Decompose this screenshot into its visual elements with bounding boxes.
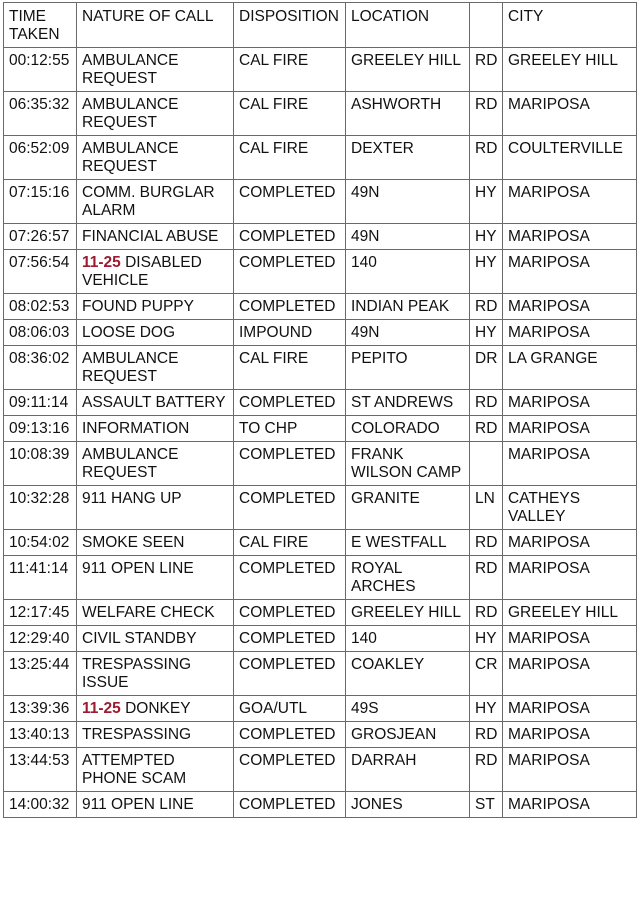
- table-row: [4, 250, 637, 294]
- cell-location: FRANK WILSON CAMP: [346, 442, 470, 486]
- cell-disposition: COMPLETED: [234, 626, 346, 652]
- cell-road-type: RD: [470, 722, 503, 748]
- cell-time: 10:32:28: [4, 486, 77, 530]
- cell-location: GREELEY HILL: [346, 600, 470, 626]
- cell-road-type: RD: [470, 748, 503, 792]
- cell-disposition: COMPLETED: [234, 748, 346, 792]
- cell-city: MARIPOSA: [503, 180, 637, 224]
- table-row: [4, 486, 637, 530]
- cell-disposition: COMPLETED: [234, 250, 346, 294]
- cell-road-type: RD: [470, 92, 503, 136]
- table-row: [4, 390, 637, 416]
- cell-location: ST ANDREWS: [346, 390, 470, 416]
- cell-time: 08:36:02: [4, 346, 77, 390]
- cell-city: GREELEY HILL: [503, 48, 637, 92]
- cell-nature: AMBULANCE REQUEST: [77, 48, 234, 92]
- call-log-table: [3, 2, 637, 818]
- cell-location: INDIAN PEAK: [346, 294, 470, 320]
- cell-time: 07:56:54: [4, 250, 77, 294]
- cell-nature: TRESPASSING: [77, 722, 234, 748]
- cell-city: MARIPOSA: [503, 530, 637, 556]
- cell-disposition: COMPLETED: [234, 792, 346, 818]
- cell-disposition: GOA/UTL: [234, 696, 346, 722]
- header-location: LOCATION: [346, 3, 470, 48]
- table-row: [4, 442, 637, 486]
- cell-location: JONES: [346, 792, 470, 818]
- cell-disposition: COMPLETED: [234, 722, 346, 748]
- cell-nature: INFORMATION: [77, 416, 234, 442]
- table-row: [4, 346, 637, 390]
- cell-disposition: CAL FIRE: [234, 346, 346, 390]
- cell-location: GROSJEAN: [346, 722, 470, 748]
- cell-road-type: HY: [470, 696, 503, 722]
- table-row: [4, 136, 637, 180]
- cell-time: 13:44:53: [4, 748, 77, 792]
- cell-nature: COMM. BURGLAR ALARM: [77, 180, 234, 224]
- table-row: [4, 600, 637, 626]
- cell-nature: FINANCIAL ABUSE: [77, 224, 234, 250]
- cell-road-type: RD: [470, 136, 503, 180]
- cell-city: MARIPOSA: [503, 696, 637, 722]
- cell-time: 13:39:36: [4, 696, 77, 722]
- cell-time: 12:17:45: [4, 600, 77, 626]
- cell-road-type: LN: [470, 486, 503, 530]
- cell-city: MARIPOSA: [503, 92, 637, 136]
- table-row: [4, 722, 637, 748]
- cell-disposition: CAL FIRE: [234, 92, 346, 136]
- cell-disposition: COMPLETED: [234, 600, 346, 626]
- cell-city: LA GRANGE: [503, 346, 637, 390]
- cell-location: ROYAL ARCHES: [346, 556, 470, 600]
- cell-nature: LOOSE DOG: [77, 320, 234, 346]
- cell-location: 140: [346, 626, 470, 652]
- cell-time: 10:54:02: [4, 530, 77, 556]
- cell-road-type: HY: [470, 250, 503, 294]
- cell-location: DARRAH: [346, 748, 470, 792]
- cell-time: 08:06:03: [4, 320, 77, 346]
- cell-nature: AMBULANCE REQUEST: [77, 92, 234, 136]
- cell-disposition: COMPLETED: [234, 224, 346, 250]
- cell-nature: AMBULANCE REQUEST: [77, 136, 234, 180]
- cell-location: GRANITE: [346, 486, 470, 530]
- cell-road-type: HY: [470, 224, 503, 250]
- cell-city: MARIPOSA: [503, 722, 637, 748]
- cell-road-type: [470, 442, 503, 486]
- cell-time: 00:12:55: [4, 48, 77, 92]
- table-row: [4, 180, 637, 224]
- cell-city: CATHEYS VALLEY: [503, 486, 637, 530]
- cell-city: GREELEY HILL: [503, 600, 637, 626]
- table-row: [4, 416, 637, 442]
- cell-location: 140: [346, 250, 470, 294]
- table-row: [4, 320, 637, 346]
- cell-time: 11:41:14: [4, 556, 77, 600]
- cell-nature: SMOKE SEEN: [77, 530, 234, 556]
- call-code: 11-25: [82, 700, 121, 717]
- cell-location: PEPITO: [346, 346, 470, 390]
- cell-time: 09:13:16: [4, 416, 77, 442]
- cell-city: COULTERVILLE: [503, 136, 637, 180]
- cell-city: MARIPOSA: [503, 320, 637, 346]
- cell-city: MARIPOSA: [503, 652, 637, 696]
- cell-road-type: HY: [470, 180, 503, 224]
- cell-location: 49N: [346, 180, 470, 224]
- cell-road-type: RD: [470, 390, 503, 416]
- cell-city: MARIPOSA: [503, 224, 637, 250]
- cell-location: COAKLEY: [346, 652, 470, 696]
- cell-disposition: CAL FIRE: [234, 48, 346, 92]
- cell-road-type: RD: [470, 600, 503, 626]
- cell-time: 10:08:39: [4, 442, 77, 486]
- cell-disposition: COMPLETED: [234, 652, 346, 696]
- cell-nature: FOUND PUPPY: [77, 294, 234, 320]
- nature-text: DONKEY: [125, 700, 191, 717]
- table-row: [4, 792, 637, 818]
- cell-nature: 911 OPEN LINE: [77, 792, 234, 818]
- cell-nature: ATTEMPTED PHONE SCAM: [77, 748, 234, 792]
- cell-time: 12:29:40: [4, 626, 77, 652]
- cell-time: 14:00:32: [4, 792, 77, 818]
- cell-disposition: COMPLETED: [234, 294, 346, 320]
- cell-time: 06:35:32: [4, 92, 77, 136]
- cell-city: MARIPOSA: [503, 294, 637, 320]
- header-disposition: DISPOSITION: [234, 3, 346, 48]
- cell-road-type: RD: [470, 416, 503, 442]
- cell-city: MARIPOSA: [503, 748, 637, 792]
- cell-location: 49S: [346, 696, 470, 722]
- header-time: TIME TAKEN: [4, 3, 77, 48]
- cell-location: ASHWORTH: [346, 92, 470, 136]
- cell-time: 13:25:44: [4, 652, 77, 696]
- header-row: [4, 3, 637, 48]
- table-row: [4, 530, 637, 556]
- table-row: [4, 652, 637, 696]
- cell-nature: AMBULANCE REQUEST: [77, 346, 234, 390]
- cell-location: 49N: [346, 224, 470, 250]
- nature-text: DISABLED VEHICLE: [82, 254, 202, 289]
- cell-road-type: RD: [470, 48, 503, 92]
- cell-nature: WELFARE CHECK: [77, 600, 234, 626]
- table-row: [4, 556, 637, 600]
- cell-disposition: COMPLETED: [234, 442, 346, 486]
- header-nature: NATURE OF CALL: [77, 3, 234, 48]
- cell-nature: CIVIL STANDBY: [77, 626, 234, 652]
- table-row: [4, 294, 637, 320]
- cell-road-type: CR: [470, 652, 503, 696]
- cell-disposition: IMPOUND: [234, 320, 346, 346]
- cell-disposition: CAL FIRE: [234, 530, 346, 556]
- cell-road-type: RD: [470, 530, 503, 556]
- cell-nature: ASSAULT BATTERY: [77, 390, 234, 416]
- cell-nature: 911 OPEN LINE: [77, 556, 234, 600]
- cell-disposition: COMPLETED: [234, 486, 346, 530]
- cell-city: MARIPOSA: [503, 250, 637, 294]
- cell-disposition: TO CHP: [234, 416, 346, 442]
- table-row: [4, 626, 637, 652]
- cell-disposition: COMPLETED: [234, 556, 346, 600]
- cell-disposition: COMPLETED: [234, 390, 346, 416]
- cell-time: 06:52:09: [4, 136, 77, 180]
- cell-nature: 911 HANG UP: [77, 486, 234, 530]
- cell-road-type: RD: [470, 556, 503, 600]
- cell-time: 09:11:14: [4, 390, 77, 416]
- cell-time: 07:15:16: [4, 180, 77, 224]
- cell-nature: TRESPASSING ISSUE: [77, 652, 234, 696]
- cell-road-type: ST: [470, 792, 503, 818]
- cell-location: DEXTER: [346, 136, 470, 180]
- cell-disposition: CAL FIRE: [234, 136, 346, 180]
- table-row: [4, 748, 637, 792]
- cell-nature: AMBULANCE REQUEST: [77, 442, 234, 486]
- cell-city: MARIPOSA: [503, 390, 637, 416]
- cell-road-type: HY: [470, 320, 503, 346]
- cell-city: MARIPOSA: [503, 626, 637, 652]
- cell-road-type: RD: [470, 294, 503, 320]
- cell-disposition: COMPLETED: [234, 180, 346, 224]
- table-row: [4, 224, 637, 250]
- call-code: 11-25: [82, 254, 121, 271]
- table-body: [4, 48, 637, 818]
- cell-city: MARIPOSA: [503, 442, 637, 486]
- table-row: [4, 48, 637, 92]
- cell-nature: [77, 250, 234, 294]
- header-road-type: [470, 3, 503, 48]
- cell-time: 07:26:57: [4, 224, 77, 250]
- header-city: CITY: [503, 3, 637, 48]
- cell-road-type: DR: [470, 346, 503, 390]
- cell-city: MARIPOSA: [503, 416, 637, 442]
- cell-location: 49N: [346, 320, 470, 346]
- table-row: [4, 92, 637, 136]
- cell-road-type: HY: [470, 626, 503, 652]
- cell-city: MARIPOSA: [503, 792, 637, 818]
- table-row: [4, 696, 637, 722]
- cell-time: 13:40:13: [4, 722, 77, 748]
- cell-location: GREELEY HILL: [346, 48, 470, 92]
- cell-location: COLORADO: [346, 416, 470, 442]
- cell-nature: [77, 696, 234, 722]
- cell-city: MARIPOSA: [503, 556, 637, 600]
- cell-time: 08:02:53: [4, 294, 77, 320]
- cell-location: E WESTFALL: [346, 530, 470, 556]
